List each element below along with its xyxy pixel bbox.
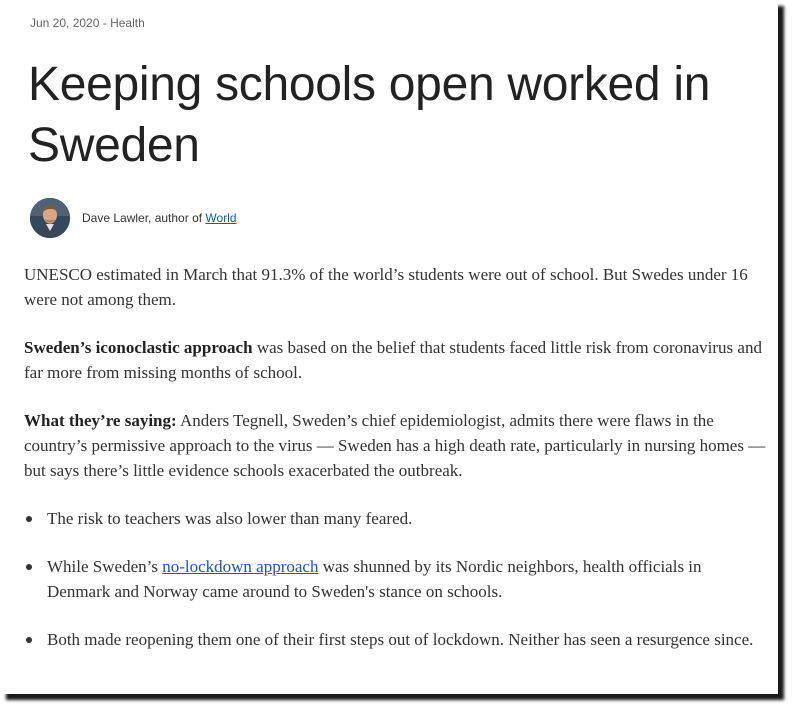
bullet-text: The risk to teachers was also lower than many feared. bbox=[47, 509, 413, 528]
article-meta bbox=[30, 16, 145, 30]
meta-separator: - bbox=[99, 16, 111, 30]
bullet-list bbox=[24, 506, 769, 652]
paragraph-lead-bold: What they’re saying: bbox=[24, 411, 177, 430]
paragraph-approach bbox=[24, 335, 769, 385]
byline bbox=[30, 198, 237, 238]
paragraph-lead-bold: Sweden’s iconoclastic approach bbox=[24, 338, 253, 357]
author-world-link[interactable]: World bbox=[205, 211, 237, 225]
bullet-icon bbox=[26, 637, 32, 643]
paragraph-unesco: UNESCO estimated in March that 91.3% of the world’s students were out of school. But Swedes under 16 were not among them. bbox=[24, 265, 748, 309]
list-item bbox=[24, 554, 769, 604]
byline-text bbox=[82, 211, 237, 225]
paragraph-text: was based on the belief that students faced little risk from coronavirus and far more from missing months of school. bbox=[24, 338, 762, 382]
list-item bbox=[24, 627, 769, 652]
category-link[interactable]: Health bbox=[110, 16, 145, 30]
no-lockdown-approach-link[interactable]: no-lockdown approach bbox=[162, 557, 319, 576]
publish-date: Jun 20, 2020 bbox=[30, 16, 100, 30]
bullet-text: While Sweden’s bbox=[47, 557, 163, 576]
bullet-text: Both made reopening them one of their first steps out of lockdown. Neither has seen a resurgence since. bbox=[47, 630, 754, 649]
paragraph-text: Anders Tegnell, Sweden’s chief epidemiologist, admits there were flaws in the country’s permissive approach to the virus — Sweden has a high death rate, particularly in nursing homes — but says there’s little evidence schools exacerbated the outbreak. bbox=[24, 411, 766, 480]
author-avatar[interactable] bbox=[30, 198, 70, 238]
person-avatar-icon bbox=[30, 198, 70, 238]
author-name: Dave Lawler, author of bbox=[82, 211, 206, 225]
bullet-icon bbox=[26, 564, 32, 570]
bullet-icon bbox=[26, 516, 32, 522]
list-item bbox=[24, 506, 769, 531]
article-title: Keeping schools open worked in Sweden bbox=[28, 58, 711, 172]
paragraph-what-theyre-saying bbox=[24, 408, 769, 483]
bullet-text: was shunned by its Nordic neighbors, health officials in Denmark and Norway came around to Sweden's stance on schools. bbox=[47, 557, 702, 601]
article-body bbox=[24, 262, 769, 675]
